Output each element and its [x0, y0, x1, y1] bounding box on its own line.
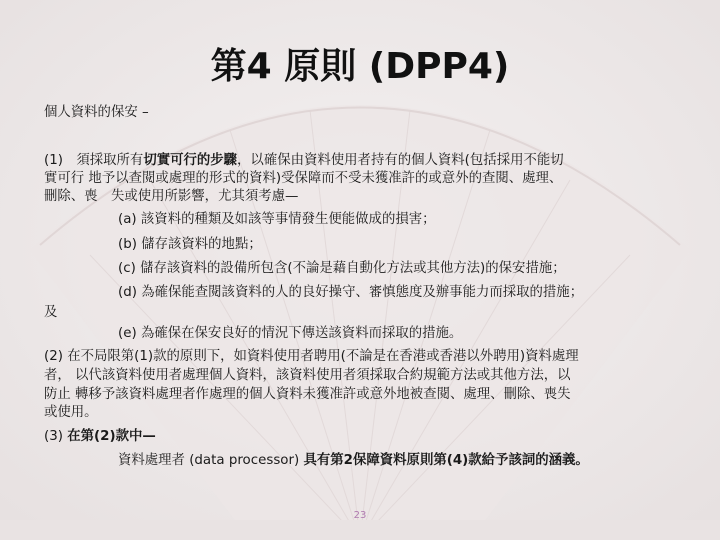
p2-line-4: 或使用。 — [44, 405, 98, 420]
p3-definition-text: 具有第2保障資料原則第(4)款給予該詞的涵義。 — [303, 453, 589, 468]
p2-line-3: 防止 轉移予該資料處理者作處理的個人資料未獲准許或意外地被查閱、處理、刪除、喪失 — [44, 387, 571, 402]
p3-heading-text: 在第(2)款中— — [67, 429, 156, 444]
p1-item-a: (a) 該資料的種類及如該等事情發生便能做成的損害； — [118, 212, 436, 227]
p1-item-c: (c) 儲存該資料的設備所包含(不論是藉自動化方法或其他方法)的保安措施； — [118, 261, 566, 276]
p1-item-b: (b) 儲存該資料的地點； — [118, 237, 262, 252]
page-number: 23 — [353, 510, 367, 521]
p1-item-d: (d) 為確保能查閱該資料的人的良好操守、審慎態度及辦事能力而採取的措施； — [118, 285, 584, 300]
p3-heading — [44, 428, 156, 447]
p3-heading-number: (3) — [44, 429, 68, 444]
p1-line-1 — [44, 152, 564, 171]
p1-line-2: 實可行 地予以查閱或處理的形式的資料)受保障而不受未獲准許的或意外的查閱、處理、 — [44, 171, 563, 186]
p1-line-3: 刪除、喪 失或使用所影響，尤其須考慮— — [44, 189, 299, 204]
p3-definition-term: 資料處理者 (data processor) — [118, 453, 304, 468]
intro-text: 個人資料的保安 – — [44, 105, 149, 120]
p1-line-1-a: (1) 須採取所有 — [44, 153, 144, 168]
p1-line-1-c: ，以確保由資料使用者持有的個人資料(包括採用不能切 — [237, 153, 564, 168]
slide-title: 第4 原則 (DPP4) — [210, 46, 510, 87]
p1-and: 及 — [44, 305, 58, 320]
p1-item-e: (e) 為確保在保安良好的情況下傳送該資料而採取的措施。 — [118, 326, 463, 341]
p2-line-1: (2) 在不局限第(1)款的原則下，如資料使用者聘用(不論是在香港或香港以外聘用)資料處理 — [44, 349, 579, 364]
p2-line-2: 者， 以代該資料使用者處理個人資料，該資料使用者須採取合約規範方法或其他方法，以 — [44, 368, 571, 383]
p3-definition — [118, 452, 589, 471]
p1-line-1-bold: 切實可行的步驟 — [143, 153, 238, 168]
